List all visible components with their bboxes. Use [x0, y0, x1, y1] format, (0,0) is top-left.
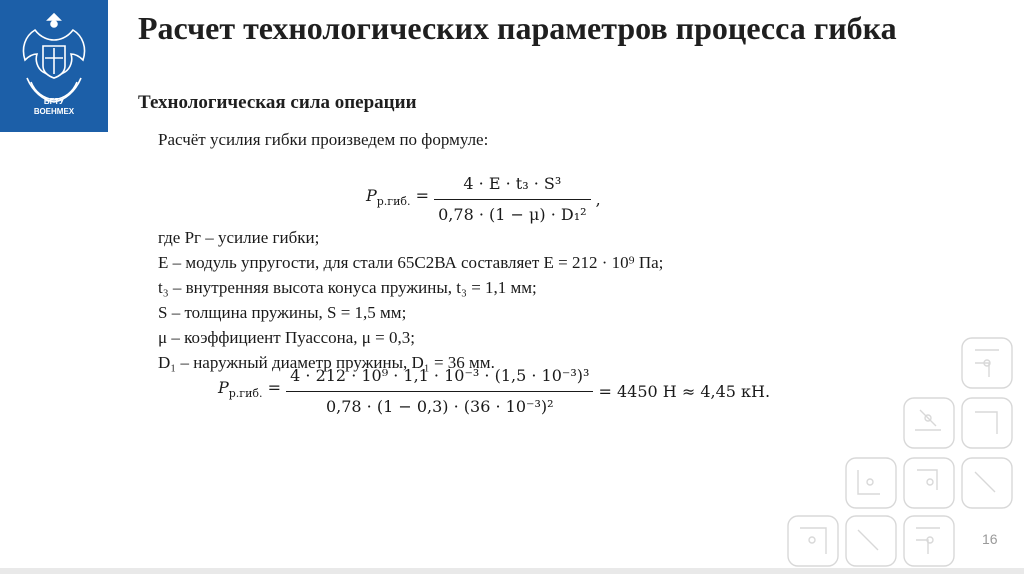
definition-item: S – толщина пружины, S = 1,5 мм; [158, 303, 407, 322]
definition-item: μ – коэффициент Пуассона, μ = 0,3; [158, 328, 415, 347]
definition-item: E – модуль упругости, для стали 65С2ВА составляет E = 212 · 10⁹ Па; [158, 253, 664, 272]
formula-denominator: 0,78 · (1 − μ) · D₁² [438, 205, 587, 224]
logo-text-bottom: ВОЕНМЕХ [33, 107, 75, 116]
calc-numerator: 4 · 212 · 10⁹ · 1,1 · 10⁻³ · (1,5 · 10⁻³)³ [286, 364, 593, 392]
logo-panel [0, 0, 108, 132]
intro-text: Расчёт усилия гибки произведем по формуле: [158, 130, 489, 149]
bending-force-formula [366, 172, 601, 227]
definition-item: D₁ – наружный диаметр пружины, D₁ = 36 мм. [158, 353, 495, 372]
formula-trailing: , [595, 189, 601, 209]
calculation-formula [218, 364, 770, 419]
page-title: Расчет технологических параметров процесса гибка [138, 10, 897, 46]
footer-divider [0, 568, 1024, 574]
formula-numerator: 4 · E · t₃ · S³ [434, 172, 590, 200]
formula-fraction [434, 172, 590, 227]
logo-text-top: БГТУ [43, 97, 65, 106]
definition-item: где Pг – усилие гибки; [158, 228, 320, 247]
calc-fraction [286, 364, 593, 419]
page-number: 16 [982, 531, 998, 547]
formula-lhs: $P_{р.гиб.}$ = [366, 186, 430, 209]
university-crest-icon [13, 8, 95, 124]
calc-lhs: $P_{р.гиб.}$ = [218, 378, 282, 401]
definition-item: t₃ – внутренняя высота конуса пружины, t₃ = 1,1 мм; [158, 278, 537, 297]
calc-result: = 4450 Н ≈ 4,45 кН. [598, 381, 771, 401]
page-subtitle: Технологическая сила операции [138, 92, 417, 113]
definitions-list [158, 226, 663, 376]
calc-denominator: 0,78 · (1 − 0,3) · (36 · 10⁻³)² [325, 397, 554, 416]
